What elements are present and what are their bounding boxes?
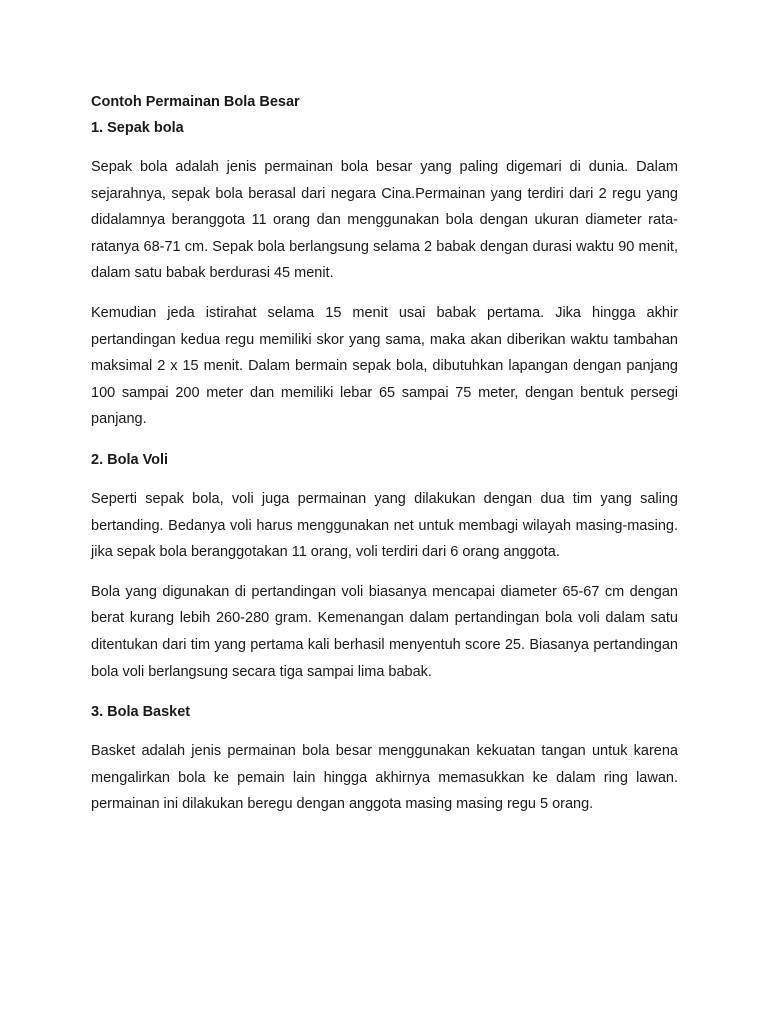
document-title: Contoh Permainan Bola Besar xyxy=(91,94,300,110)
paragraph-sepak-bola-1: Sepak bola adalah jenis permainan bola besar yang paling digemari di dunia. Dalam sejarahnya, sepak bola berasal dari negara Cina.Permainan yang terdiri dari 2 regu yang didalamnya beranggota 11 orang dan menggunakan bola dengan ukuran diameter rata-ratanya 68-71 cm. Sepak bola berlangsung selama 2 babak dengan durasi waktu 90 menit, dalam satu babak berdurasi 45 menit. xyxy=(91,159,678,282)
paragraph-sepak-bola-2: Kemudian jeda istirahat selama 15 menit usai babak pertama. Jika hingga akhir pertandingan kedua regu memiliki skor yang sama, maka akan diberikan waktu tambahan maksimal 2 x 15 menit. Dalam bermain sepak bola, dibutuhkan lapangan dengan panjang 100 sampai 200 meter dan memiliki lebar 65 sampai 75 meter, dengan bentuk persegi panjang. xyxy=(91,304,678,428)
section-heading-bola-basket: 3. Bola Basket xyxy=(91,704,191,721)
document-body xyxy=(91,92,678,818)
paragraph-bola-voli-2: Bola yang digunakan di pertandingan voli biasanya mencapai diameter 65-67 cm dengan berat kurang lebih 260-280 gram. Kemenangan dalam pertandingan bola voli dalam satu ditentukan dari tim yang pertama kali berhasil menyentuh score 25. Biasanya pertandingan bola voli berlangsung secara tiga sampai lima babak. xyxy=(91,583,678,680)
paragraph-bola-voli-1: Seperti sepak bola, voli juga permainan yang dilakukan dengan dua tim yang saling bertanding. Bedanya voli harus menggunakan net untuk membagi wilayah masing-masing. jika sepak bola beranggotakan 11 orang, voli terdiri dari 6 orang anggota. xyxy=(91,490,678,561)
section-heading-bola-voli: 2. Bola Voli xyxy=(91,451,169,468)
paragraph-bola-basket-1: Basket adalah jenis permainan bola besar menggunakan kekuatan tangan untuk karena mengalirkan bola ke pemain lain hingga akhirnya memasukkan ke dalam ring lawan. permainan ini dilakukan beregu dengan anggota masing masing regu 5 orang. xyxy=(91,743,678,813)
section-heading-sepak-bola: 1. Sepak bola xyxy=(91,120,184,136)
